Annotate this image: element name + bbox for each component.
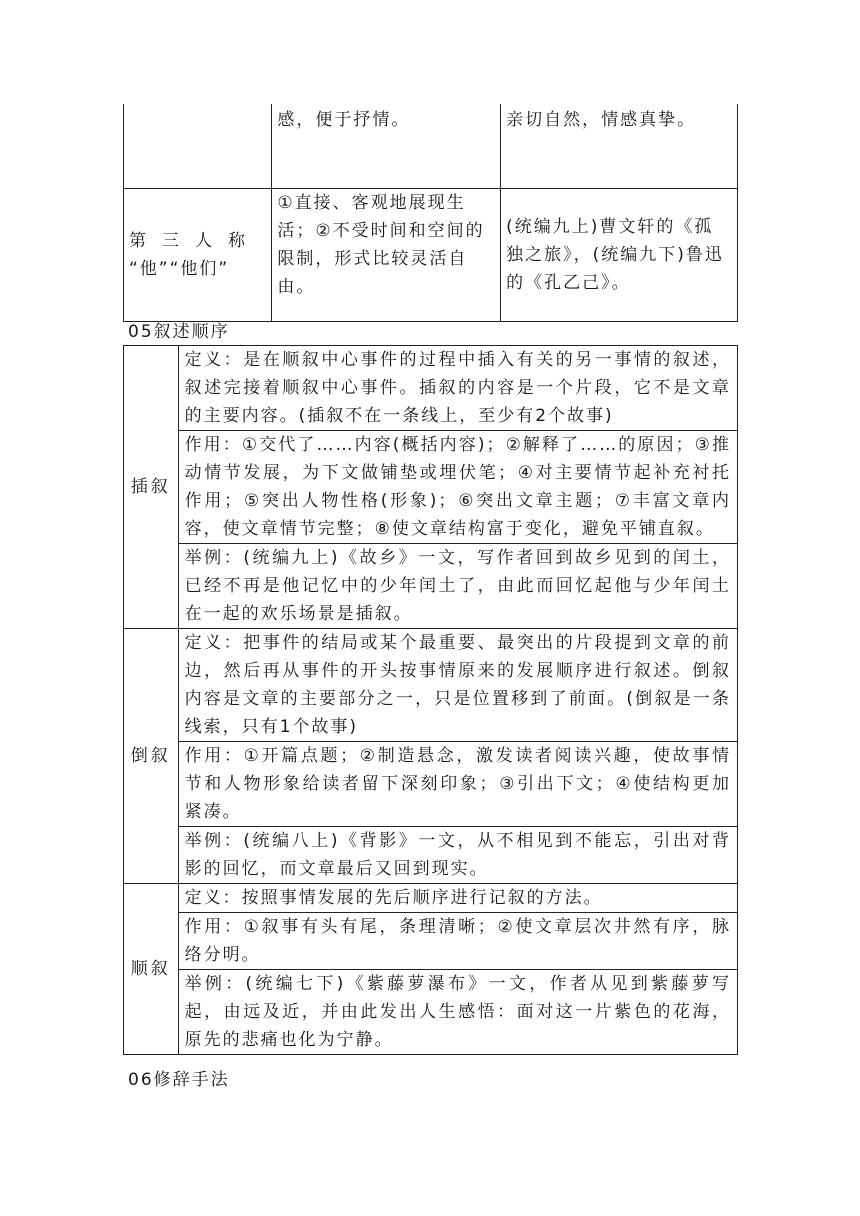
perspective-cell <box>124 104 272 189</box>
example-cell: 举例：(统编九上)《故乡》一文，写作者回到故乡见到的闰土，已经不再是他记忆中的少年闰土了，由此而回忆起他与少年闰土在一起的欢乐场景是插叙。 <box>178 544 737 629</box>
function-cell: 作用：①交代了……内容(概括内容)；②解释了……的原因；③推动情节发展，为下文做铺垫或埋伏笔；④对主要情节起补充衬托作用；⑤突出人物性格(形象)；⑥突出文章主题；⑦丰富文章内容，使文章情节完整；⑧使文章结构富于变化，避免平铺直叙。 <box>178 431 737 544</box>
example-cell: 举例：(统编八上)《背影》一文，从不相见到不能忘，引出对背影的回忆，而文章最后又回到现实。 <box>178 827 737 884</box>
function-cell: 作用：①开篇点题；②制造悬念，激发读者阅读兴趣，使故事情节和人物形象给读者留下深刻印象；③引出下文；④使结构更加紧凑。 <box>178 742 737 827</box>
table-row <box>124 544 738 629</box>
table-row <box>124 431 738 544</box>
sequential-narration-label: 顺叙 <box>124 884 179 1055</box>
definition-cell: 定义：把事件的结局或某个最重要、最突出的片段提到文章的前边，然后再从事件的开头按事情原来的发展顺序进行叙述。倒叙内容是文章的主要部分之一，只是位置移到了前面。(倒叙是一条线索，只有1个故事) <box>178 629 737 742</box>
definition-cell: 定义：是在顺叙中心事件的过程中插入有关的另一事情的叙述，叙述完接着顺叙中心事件。插叙的内容是一个片段，它不是文章的主要内容。(插叙不在一条线上，至少有2个故事) <box>178 346 737 431</box>
table-row <box>124 913 738 970</box>
function-cell: 作用：①叙事有头有尾，条理清晰；②使文章层次井然有序，脉络分明。 <box>178 913 737 970</box>
table-row <box>124 346 738 431</box>
feature-cell: ①直接、客观地展现生活；②不受时间和空间的限制，形式比较灵活自由。 <box>272 189 501 322</box>
table-row <box>124 970 738 1055</box>
definition-cell: 定义：按照事情发展的先后顺序进行记叙的方法。 <box>178 884 737 913</box>
insert-narration-label: 插叙 <box>124 346 179 629</box>
narrative-order-table <box>123 345 738 1055</box>
table-row <box>124 104 738 189</box>
flashback-narration-label: 倒叙 <box>124 629 179 884</box>
table-row <box>124 629 738 742</box>
perspective-cell <box>124 189 272 322</box>
section-heading-05: 05叙述顺序 <box>128 322 230 342</box>
table-row <box>124 884 738 913</box>
person-perspective-table <box>123 104 738 322</box>
section-heading-06: 06修辞手法 <box>128 1070 230 1090</box>
third-person-label: 第三人称 <box>129 231 261 251</box>
example-cell: 举例：(统编七下)《紫藤萝瀑布》一文，作者从见到紫藤萝写起，由远及近，并由此发出人生感悟：面对这一片紫色的花海，原先的悲痛也化为宁静。 <box>178 970 737 1055</box>
third-person-pronouns: “他”“他们” <box>129 259 230 279</box>
feature-cell: 感，便于抒情。 <box>272 104 501 189</box>
table-row <box>124 189 738 322</box>
example-cell: 亲切自然，情感真挚。 <box>501 104 738 189</box>
table-row <box>124 827 738 884</box>
table-row <box>124 742 738 827</box>
example-cell: (统编九上)曹文轩的《孤独之旅》，(统编九下)鲁迅的《孔乙己》。 <box>501 189 738 322</box>
